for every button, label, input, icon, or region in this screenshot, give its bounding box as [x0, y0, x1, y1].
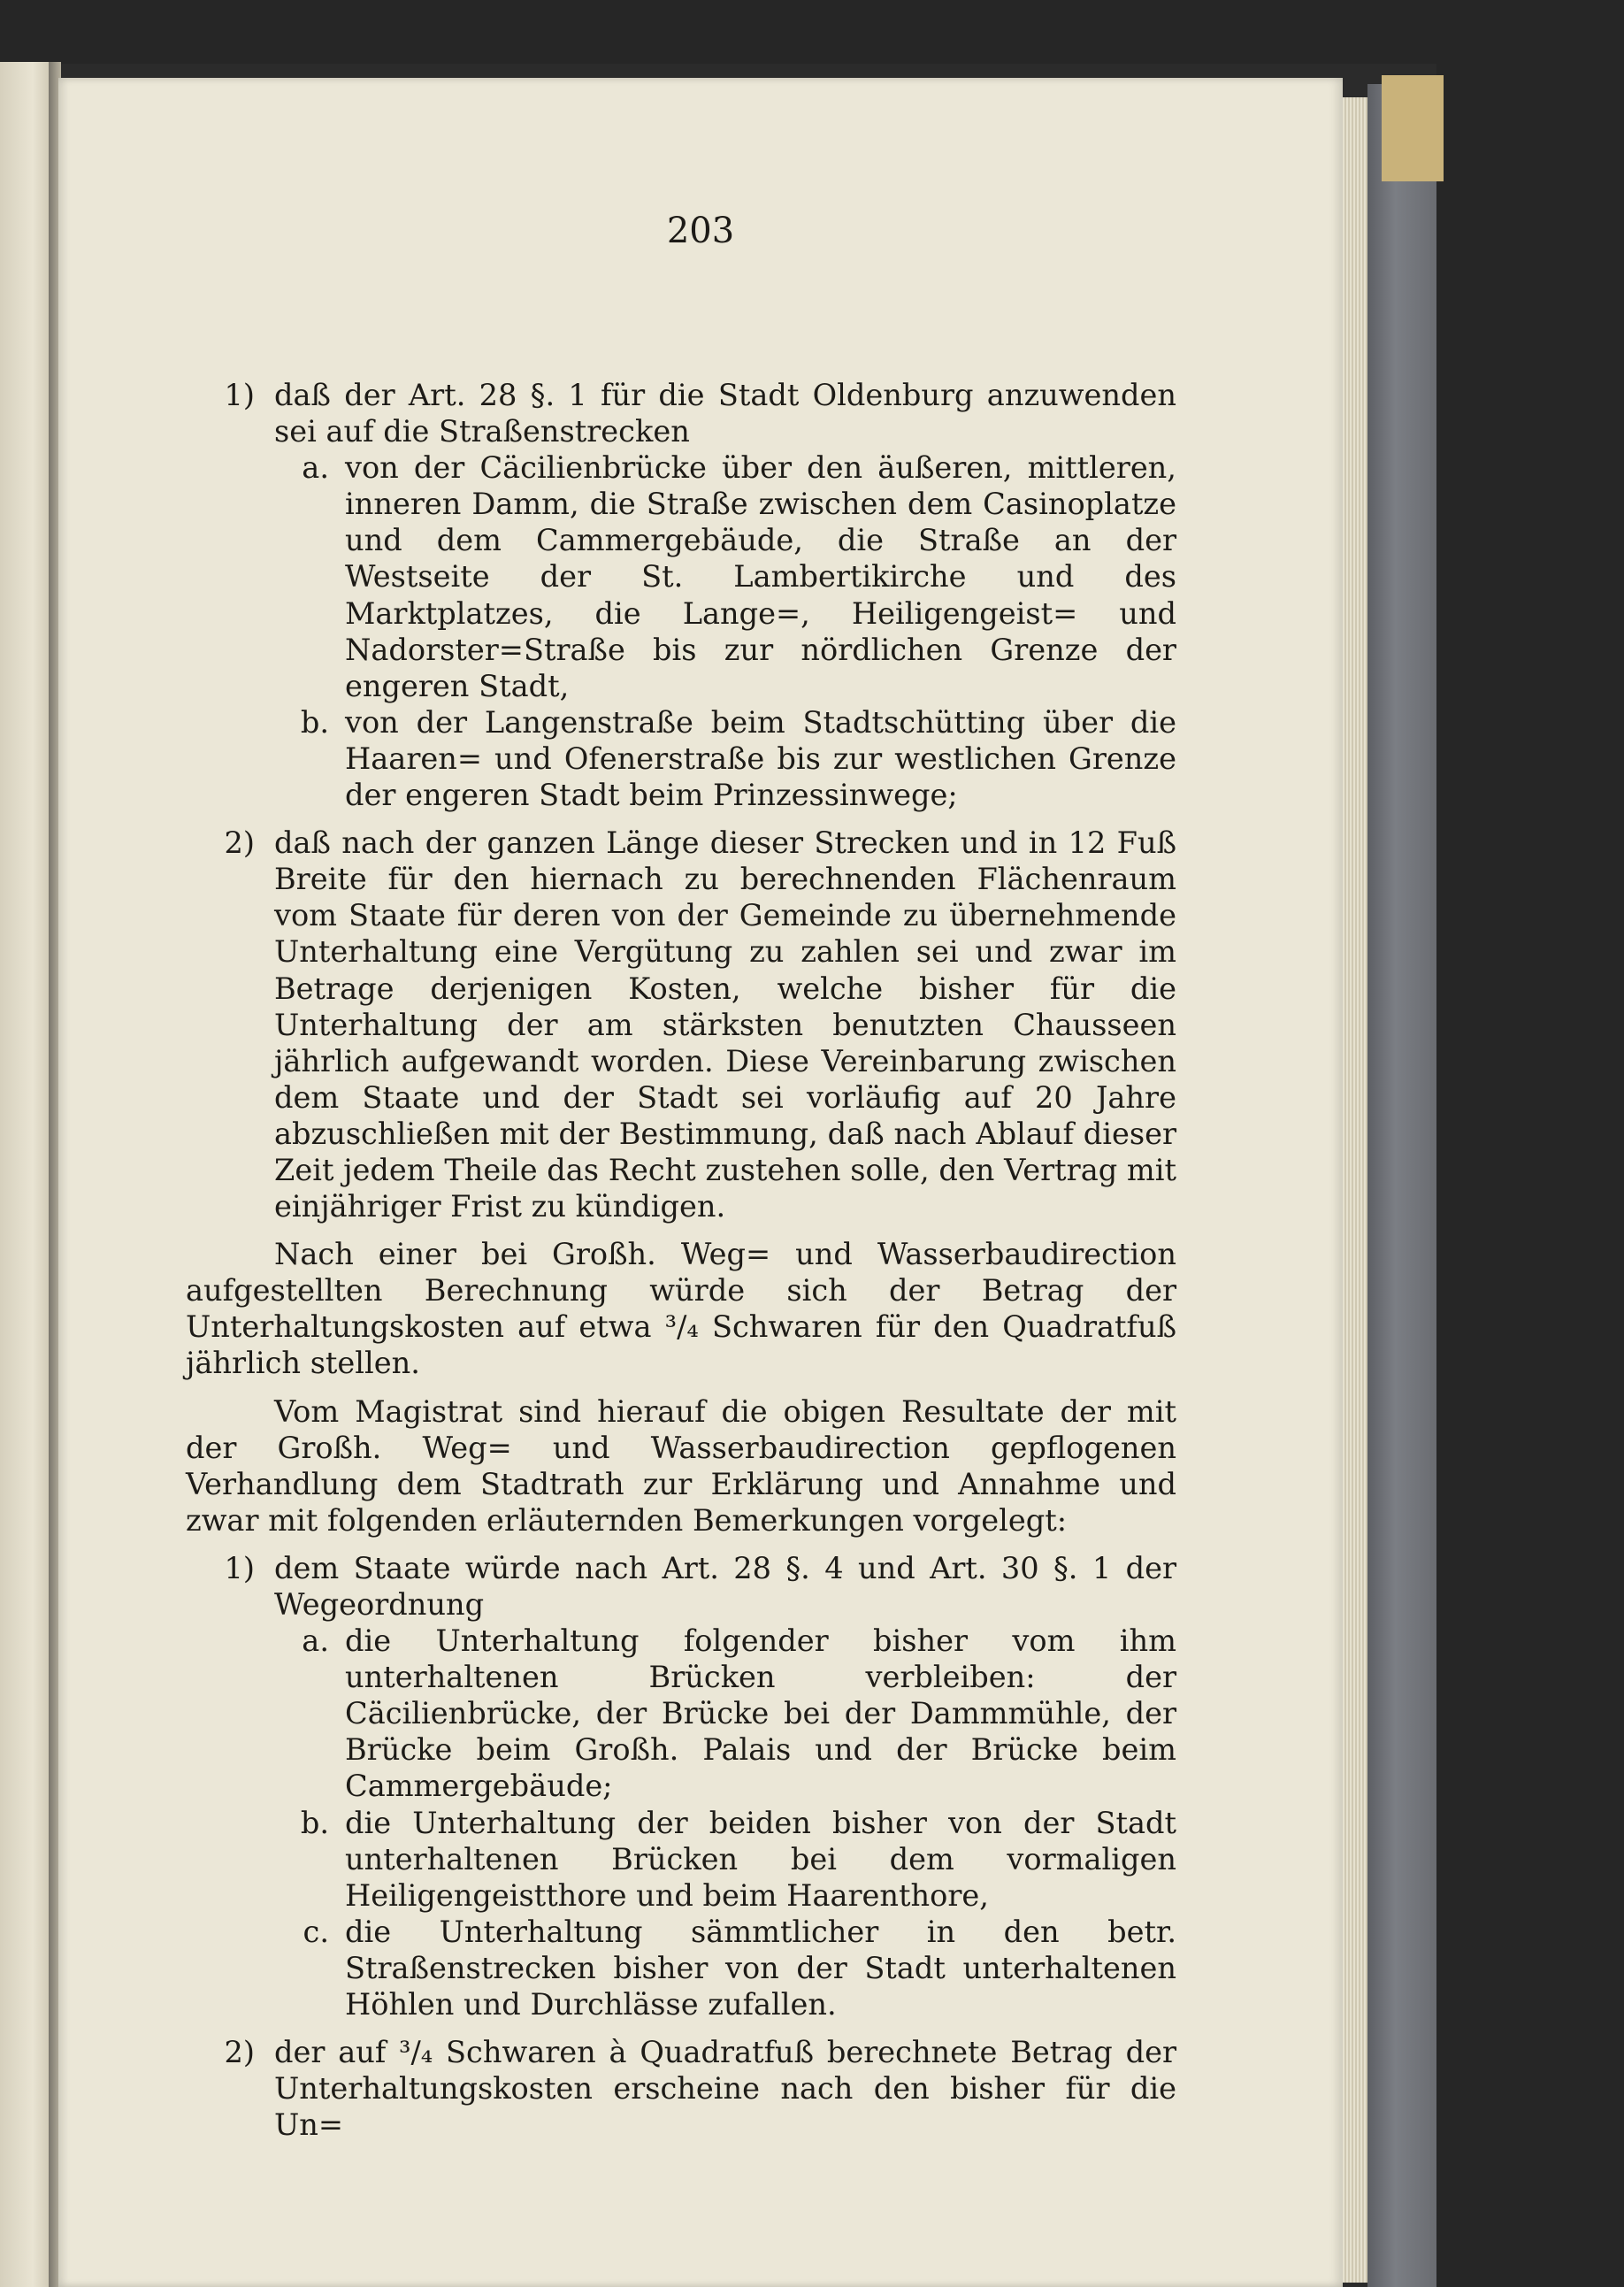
sub-item-marker: b.: [300, 1805, 329, 1840]
item-marker: 1): [224, 1550, 255, 1585]
item-body: [274, 825, 1176, 1224]
item-body: [274, 1550, 1176, 2022]
item-text: dem Staate würde nach Art. 28 §. 4 und Art. 30 §. 1 der Wegeordnung: [274, 1550, 1176, 1622]
sub-item: [274, 449, 1176, 704]
page-block-edges: [1343, 97, 1367, 2283]
item-text: daß nach der ganzen Länge dieser Strecken und in 12 Fuß Breite für den hiernach zu berechnenden Flächenraum vom Staate für deren von der Gemeinde zu übernehmende Unterhaltung eine Vergütung zu zahlen sei und zwar im Betrage derjenigen Kosten, welche bisher für die Unterhaltung der am stärksten benutzten Chausseen jährlich aufgewandt worden. Diese Vereinbarung zwischen dem Staate und der Stadt sei vorläufig auf 20 Jahre abzuschließen mit der Bestimmung, daß nach Ablauf dieser Zeit jedem Theile das Recht zustehen solle, den Vertrag mit einjähriger Frist zu kündigen.: [274, 825, 1176, 1224]
sub-item: [274, 1805, 1176, 1914]
numbered-list-remarks: [186, 1550, 1176, 2144]
numbered-item: [186, 1550, 1176, 2022]
numbered-item: [186, 377, 1176, 813]
sub-item-text: die Unterhaltung der beiden bisher von der Stadt unterhaltenen Brücken bei dem vormaligen Heiligengeistthore und beim Haarenthore,: [345, 1805, 1176, 1913]
cover-corner-wear: [1382, 75, 1444, 181]
item-body: [274, 2034, 1176, 2143]
sub-item: [274, 1623, 1176, 1804]
item-text: der auf ³/₄ Schwaren à Quadratfuß berechnete Betrag der Unterhaltungskosten erscheine nach den bisher für die Un=: [274, 2035, 1176, 2143]
sub-item-marker: b.: [300, 704, 329, 740]
item-marker: 1): [224, 378, 255, 412]
sub-item-text: von der Cäcilienbrücke über den äußeren, mittleren, inneren Damm, die Straße zwischen dem Casinoplatze und dem Cammergebäude, die Straße an der Westseite der St. Lambertikirche und des Marktplatzes, die Lange=, Heiligengeist= und Nadorster=Straße bis zur nördlichen Grenze der engeren Stadt,: [345, 450, 1176, 703]
sub-item: [274, 704, 1176, 813]
book-page: [58, 78, 1343, 2287]
scan-background-right: [1436, 0, 1624, 2287]
page-text: [186, 377, 1176, 2154]
numbered-item: [186, 2034, 1176, 2143]
numbered-list-proposals: [186, 377, 1176, 1224]
sub-item-text: die Unterhaltung sämmtlicher in den betr. Straßenstrecken bisher von der Stadt unterhaltenen Höhlen und Durchlässe zufallen.: [345, 1914, 1176, 2022]
paragraph-magistrat: Vom Magistrat sind hierauf die obigen Resultate der mit der Großh. Weg= und Wasserbaudirection gepflogenen Verhandlung dem Stadtrath zur Erklärung und Annahme und zwar mit folgenden erläuternden Bemerkungen vorgelegt:: [186, 1393, 1176, 1538]
sub-item-text: von der Langenstraße beim Stadtschütting über die Haaren= und Ofenerstraße bis zur westlichen Grenze der engeren Stadt beim Prinzessinwege;: [345, 704, 1176, 813]
item-marker: 2): [224, 2035, 255, 2070]
sub-item-marker: a.: [302, 1623, 329, 1659]
page-number: 203: [666, 211, 735, 251]
paragraph-calculation: Nach einer bei Großh. Weg= und Wasserbaudirection aufgestellten Berechnung würde sich der Betrag der Unterhaltungskosten auf etwa ³/₄ Schwaren für den Quadratfuß jährlich stellen.: [186, 1237, 1176, 1381]
numbered-item: [186, 825, 1176, 1224]
item-body: [274, 377, 1176, 813]
item-text: daß der Art. 28 §. 1 für die Stadt Oldenburg anzuwenden sei auf die Straßenstrecken: [274, 378, 1176, 449]
sub-item-marker: a.: [302, 450, 329, 486]
item-marker: 2): [224, 825, 255, 861]
sub-item: [274, 1914, 1176, 2022]
facing-page-edge: [0, 62, 55, 2287]
sub-item-marker: c.: [303, 1914, 329, 1949]
sub-item-text: die Unterhaltung folgender bisher vom ihm unterhaltenen Brücken verbleiben: der Cäcilienbrücke, der Brücke bei der Dammmühle, der Brücke beim Großh. Palais und der Brücke beim Cammergebäude;: [345, 1623, 1176, 1804]
scan-background-top: [0, 0, 1624, 64]
book-cover-edge: [1367, 84, 1436, 2287]
